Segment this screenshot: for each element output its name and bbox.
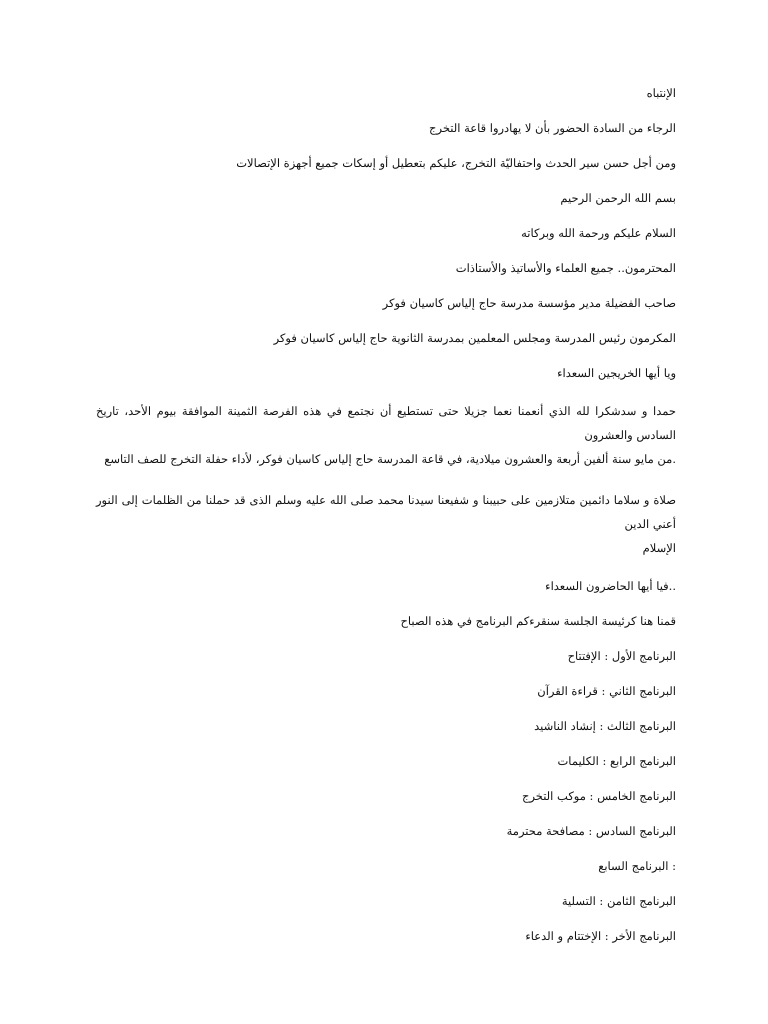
greeting-line: صاحب الفضيلة مدير مؤسسة مدرسة حاج إلياس كاسيان فوكر <box>382 296 676 310</box>
program-item <box>96 857 676 875</box>
program-item-text: : البرنامج السابع <box>598 859 676 873</box>
hamd-line: .من مايو سنة ألفين أربعة والعشرون ميلادية، في قاعة المدرسة حاج إلياس كاسيان فوكر، لأداء حفلة التخرج للصف التاسع <box>104 452 676 466</box>
salam-line: السلام عليكم ورحمة الله وبركاته <box>521 226 676 240</box>
salam-paragraph <box>96 224 676 242</box>
salawat-line: الإسلام <box>642 541 676 555</box>
program-item <box>96 752 676 770</box>
program-item-text: البرنامج الخامس : موكب التخرج <box>522 789 676 803</box>
salawat-line: صلاة و سلاما دائمين متلازمين على حبيبنا و شفيعنا سيدنا محمد صلى الله عليه وسلم الذى قد حملنا من الظلمات إلى النور أعني الدين <box>96 493 676 531</box>
announcement-paragraph-2 <box>96 154 676 172</box>
program-item <box>96 717 676 735</box>
program-item-text: البرنامج الأول : الإفتتاح <box>567 649 676 663</box>
greeting-scholars-paragraph <box>96 259 676 277</box>
document-title: الإنتباه <box>646 86 676 100</box>
program-item-text: البرنامج الرابع : الكليمات <box>557 754 676 768</box>
announcement-paragraph-1 <box>96 119 676 137</box>
hamd-paragraph <box>96 399 676 471</box>
basmala-line: بسم الله الرحمن الرحيم <box>560 191 676 205</box>
program-item <box>96 787 676 805</box>
greeting-principal-paragraph <box>96 329 676 347</box>
basmala-paragraph <box>96 189 676 207</box>
program-item-text: البرنامج الأخر : الإختتام و الدعاء <box>525 929 676 943</box>
announcement-line: ومن أجل حسن سير الحدث واحتفاليّة التخرج، عليكم بتعطيل أو إسكات جميع أجهزة الإتصالات <box>236 156 676 170</box>
salawat-paragraph <box>96 488 676 560</box>
greeting-line: المكرمون رئيس المدرسة ومجلس المعلمين بمدرسة الثانوية حاج إلياس كاسيان فوكر <box>273 331 676 345</box>
greeting-director-paragraph <box>96 294 676 312</box>
greeting-line: ويا أيها الخريجين السعداء <box>557 366 676 380</box>
hamd-line: حمدا و سدشكرا لله الذي أنعمنا نعما جزيلا حتى تستطيع أن نجتمع في هذه الفرصة الثمينة الموافقة بيوم الأحد، تاريخ السادس والعشرون <box>96 404 676 442</box>
title-paragraph <box>96 84 676 102</box>
program-item-text: البرنامج الثالث : إنشاد الناشيد <box>534 719 676 733</box>
audience-line: ..فيا أيها الحاضرون السعداء <box>545 579 676 593</box>
audience-paragraph <box>96 577 676 595</box>
program-item-text: البرنامج الثامن : التسلية <box>561 894 676 908</box>
greeting-line: المحترمون.. جميع العلماء والأساتيذ والأستاذات <box>455 261 676 275</box>
greeting-graduates-paragraph <box>96 364 676 382</box>
program-item <box>96 892 676 910</box>
announcement-line: الرجاء من السادة الحضور بأن لا يهادروا قاعة التخرج <box>429 121 676 135</box>
program-item <box>96 927 676 945</box>
program-item <box>96 822 676 840</box>
program-intro-paragraph <box>96 612 676 630</box>
program-intro-line: قمنا هنا كرئيسة الجلسة سنقرءكم البرنامج في هذه الصباح <box>400 614 676 628</box>
document-page <box>96 84 676 945</box>
program-item-text: البرنامج الثاني : قراءة القرآن <box>537 684 676 698</box>
program-item <box>96 682 676 700</box>
program-item-text: البرنامج السادس : مصافحة محترمة <box>506 824 676 838</box>
program-item <box>96 647 676 665</box>
